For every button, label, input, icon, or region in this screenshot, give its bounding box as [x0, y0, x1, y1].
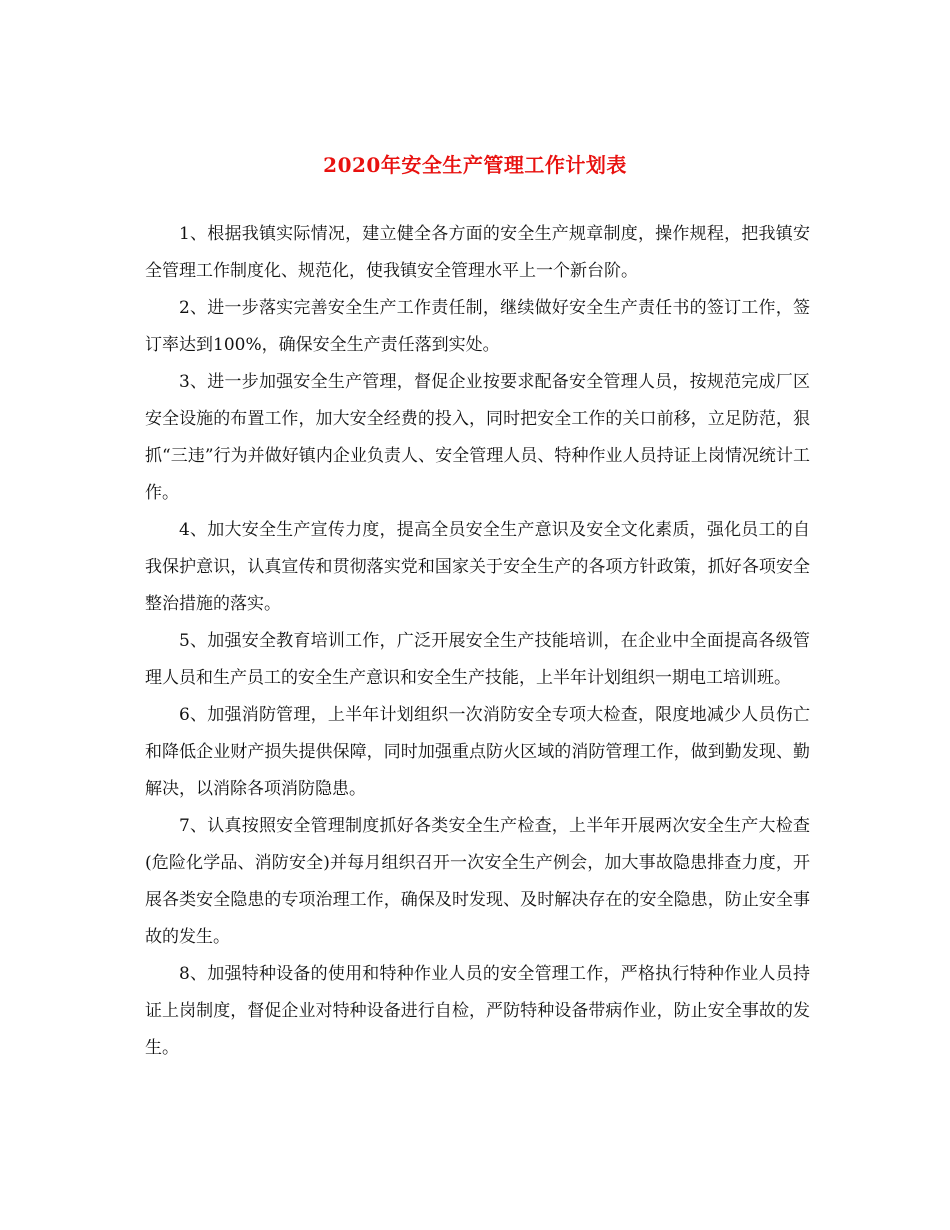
paragraph-5: 5、加强安全教育培训工作，广泛开展安全生产技能培训，在企业中全面提高各级管理人员和生产员工的安全生产意识和安全生产技能，上半年计划组织一期电工培训班。 [145, 631, 810, 688]
document-title: 2020年安全生产管理工作计划表 [323, 153, 627, 178]
paragraph-8: 8、加强特种设备的使用和特种作业人员的安全管理工作，严格执行特种作业人员持证上岗制度，督促企业对特种设备进行自检，严防特种设备带病作业，防止安全事故的发生。 [145, 964, 810, 1058]
paragraph-3: 3、进一步加强安全生产管理，督促企业按要求配备安全管理人员，按规范完成厂区安全设施的布置工作，加大安全经费的投入，同时把安全工作的关口前移，立足防范，狠抓“三违”行为并做好镇内企业负责人、安全管理人员、特种作业人员持证上岗情况统计工作。 [145, 372, 810, 503]
paragraph-1: 1、根据我镇实际情况，建立健全各方面的安全生产规章制度，操作规程，把我镇安全管理工作制度化、规范化，使我镇安全管理水平上一个新台阶。 [145, 224, 810, 281]
paragraph-4: 4、加大安全生产宣传力度，提高全员安全生产意识及安全文化素质，强化员工的自我保护意识，认真宣传和贯彻落实党和国家关于安全生产的各项方针政策，抓好各项安全整治措施的落实。 [145, 520, 810, 614]
document-body [145, 216, 810, 1067]
paragraph-2: 2、进一步落实完善安全生产工作责任制，继续做好安全生产责任书的签订工作，签订率达到100%，确保安全生产责任落到实处。 [145, 298, 810, 355]
paragraph-7: 7、认真按照安全管理制度抓好各类安全生产检查，上半年开展两次安全生产大检查(危险化学品、消防安全)并每月组织召开一次安全生产例会，加大事故隐患排查力度，开展各类安全隐患的专项治理工作，确保及时发现、及时解决存在的安全隐患，防止安全事故的发生。 [145, 816, 810, 947]
paragraph-6: 6、加强消防管理，上半年计划组织一次消防安全专项大检查，限度地减少人员伤亡和降低企业财产损失提供保障，同时加强重点防火区域的消防管理工作，做到勤发现、勤解决，以消除各项消防隐患。 [145, 705, 810, 799]
